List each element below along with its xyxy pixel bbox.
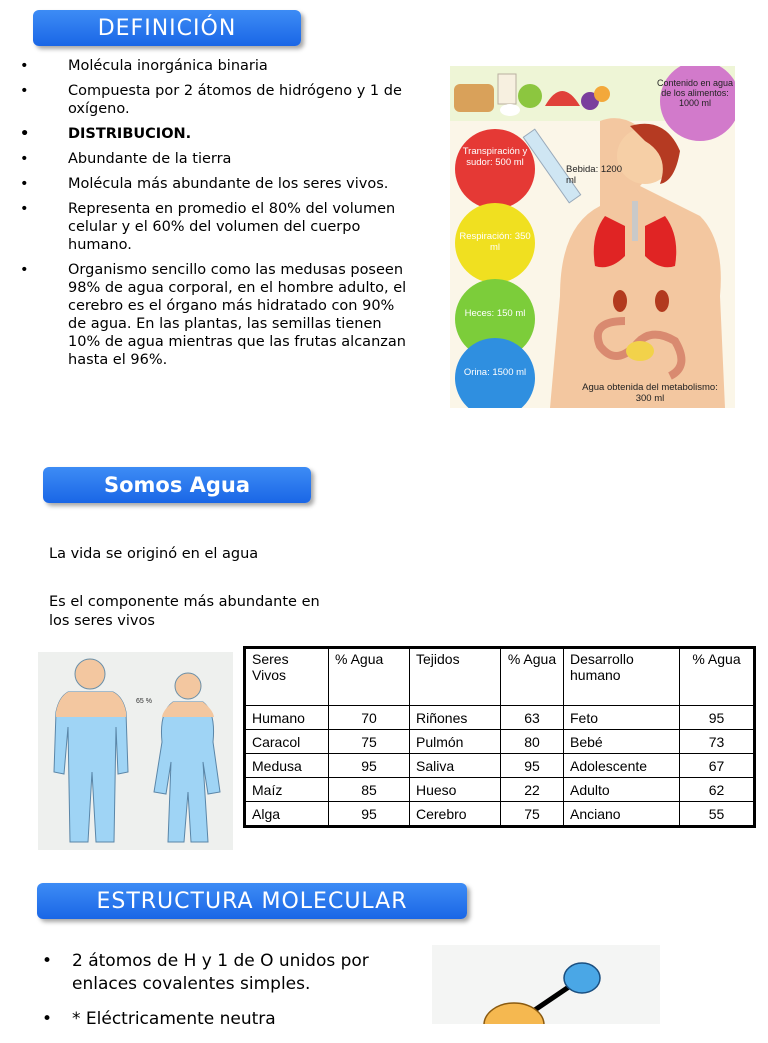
table-cell: Hueso — [410, 778, 501, 802]
molecular-structure-title: ESTRUCTURA MOLECULAR — [96, 888, 408, 914]
table-cell: Adolescente — [564, 754, 680, 778]
origin-text: La vida se originó en el agua — [49, 546, 259, 562]
table-cell: Humano — [245, 706, 329, 730]
list-item: • Molécula más abundante de los seres vivos. — [20, 175, 415, 193]
table-cell: Maíz — [245, 778, 329, 802]
table-cell: Cerebro — [410, 802, 501, 827]
list-item: • Molécula inorgánica binaria — [20, 57, 415, 75]
table-header: Desarrollo humano — [564, 648, 680, 706]
molecular-structure-banner — [37, 883, 467, 919]
list-item: • * Eléctricamente neutra — [40, 1008, 420, 1031]
metabolism-label: Agua obtenida del metabolismo: 300 ml — [582, 382, 718, 404]
list-item: • 2 átomos de H y 1 de O unidos por enlaces covalentes simples. — [40, 950, 420, 996]
table-cell: 95 — [329, 754, 410, 778]
feces-label: Heces: 150 ml — [464, 308, 526, 319]
table-header-row — [245, 648, 755, 706]
table-cell: Feto — [564, 706, 680, 730]
list-item: • DISTRIBUCION. — [20, 125, 415, 143]
molecular-list — [40, 950, 420, 1043]
body-silhouettes — [38, 652, 233, 850]
percent-label: 65 % — [136, 698, 152, 705]
water-molecule-model — [432, 945, 660, 1024]
table-cell: 62 — [680, 778, 755, 802]
table-cell: 75 — [501, 802, 564, 827]
table-cell: Anciano — [564, 802, 680, 827]
table-cell: Pulmón — [410, 730, 501, 754]
table-row — [245, 730, 755, 754]
table-cell: Adulto — [564, 778, 680, 802]
table-header: % Agua — [329, 648, 410, 706]
body-water-figure — [38, 652, 233, 850]
sweat-label: Transpiración y sudor: 500 ml — [462, 146, 528, 168]
food-label: Contenido en agua de los alimentos: 1000 ml — [656, 78, 734, 108]
somos-agua-banner — [43, 467, 311, 503]
table-cell: Saliva — [410, 754, 501, 778]
table-cell: 55 — [680, 802, 755, 827]
breath-label: Respiración: 350 ml — [459, 231, 531, 253]
table-row — [245, 706, 755, 730]
water-content-table — [243, 646, 756, 828]
table-cell: Alga — [245, 802, 329, 827]
urine-label: Orina: 1500 ml — [463, 367, 527, 378]
table-cell: Caracol — [245, 730, 329, 754]
table-cell: 80 — [501, 730, 564, 754]
list-item: • Abundante de la tierra — [20, 150, 415, 168]
table-cell: Bebé — [564, 730, 680, 754]
definition-title: DEFINICIÓN — [97, 15, 237, 41]
molecule-figure — [432, 945, 660, 1024]
table-header: Tejidos — [410, 648, 501, 706]
list-item: • Representa en promedio el 80% del volumen celular y el 60% del volumen del cuerpo humano. — [20, 200, 415, 254]
table-cell: 73 — [680, 730, 755, 754]
definition-banner — [33, 10, 301, 46]
definition-list — [20, 57, 415, 376]
table-header: % Agua — [501, 648, 564, 706]
table-cell: 85 — [329, 778, 410, 802]
table-row — [245, 778, 755, 802]
table-header: Seres Vivos — [245, 648, 329, 706]
table-row — [245, 754, 755, 778]
list-item: • Compuesta por 2 átomos de hidrógeno y 1 de oxígeno. — [20, 82, 415, 118]
table-cell: 22 — [501, 778, 564, 802]
somos-agua-title: Somos Agua — [103, 473, 251, 497]
table-cell: Medusa — [245, 754, 329, 778]
table-cell: 95 — [680, 706, 755, 730]
table-cell: 95 — [329, 802, 410, 827]
table-cell: Riñones — [410, 706, 501, 730]
abundance-text: Es el componente más abundante en los seres vivos — [49, 594, 320, 629]
table-header: % Agua — [680, 648, 755, 706]
table-cell: 63 — [501, 706, 564, 730]
list-item: • Organismo sencillo como las medusas poseen 98% de agua corporal, en el hombre adulto, el cerebro es el órgano más hidratado con 90% de agua. En las plantas, las semillas tienen 10% de agua mientras que las frutas alcanzan hasta el 96%. — [20, 261, 415, 369]
table-row — [245, 802, 755, 827]
table-cell: 70 — [329, 706, 410, 730]
water-balance-figure — [450, 66, 735, 408]
drink-label: Bebida: 1200 ml — [566, 164, 622, 186]
table-cell: 75 — [329, 730, 410, 754]
table-cell: 95 — [501, 754, 564, 778]
table-cell: 67 — [680, 754, 755, 778]
